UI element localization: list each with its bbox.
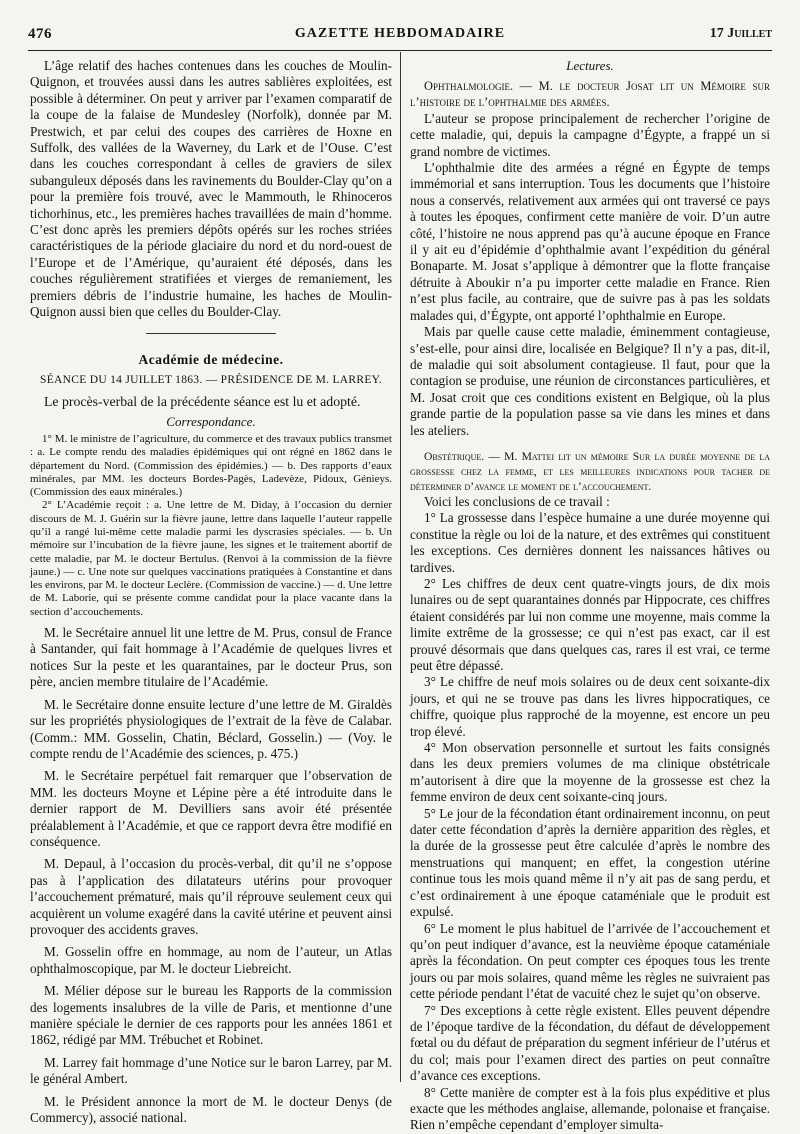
conclusion-7: 7° Des exceptions à cette règle existent. Elles peuvent dépendre de l’époque tardive de la fécondation, du défaut de développement fœtal ou du défaut de préparation du segment inférieur de l’utérus et du col; mais pour l’examen direct des parties on peut connaître d’avance ces exceptions. (410, 1002, 770, 1084)
conclusion-3: 3° Le chiffre de neuf mois solaires ou de deux cent soixante-dix jours, et qui ne se trouve pas dans les livres hippocratiques, ce chiffre, quoique plus rapproché de la moyenne, est encore un peu trop élevé. (410, 674, 770, 739)
correspondance-item-2: 2° L’Académie reçoit : a. Une lettre de M. Diday, à l’occasion du dernier discours de M. J. Guérin sur la fièvre jaune, lettre dans laquelle l’auteur rappelle qu’il a rangé lui-même cette maladie parmi les dyscrasies spéciales. — b. Un mémoire sur l’incubation de la fièvre jaune, les signes et le traitement abortif de cette maladie, par M. le docteur Bertulus. (Renvoi à la commission de la fièvre jaune.) — c. Une note sur quelques vaccinations pratiquées à Constantine et dans les environs, par M. le docteur Leclère. (Commission de vaccine.) — d. Une lettre de M. Laborie, qui se présente comme candidat pour la place vacante dans la section d’accouchements. (30, 499, 392, 618)
ophthalmology-paragraph-2: L’ophthalmie dite des armées a régné en Égypte de temps immémorial et sans interruption. Tous les documents que l’histoire nous a conservés, relativement aux armées qui ont traversé ce pays à toutes les époques, confirment cette manière de voir. D’un autre côté, l’histoire ne nous apprend pas qu’à aucune époque en France il y ait eu d’épidémie d’ophthalmie avant l’expédition du général Bonaparte. M. Josat s’applique à démontrer que la flotte française détruite à Aboukir n’a pu importer cette maladie en France. Rien n’est plus facile, au contraire, que de suivre pas à pas les soldats malades qui, d’Égypte, ont apporté l’ophthalmie en Europe. (410, 160, 770, 323)
conclusion-4: 4° Mon observation personnelle et surtout les faits consignés dans les deux premiers volumes de ma clinique obstétricale m’autorisent à dire que la moyenne de la grossesse est chez la femme environ de deux cent soixante-cinq jours. (410, 740, 770, 805)
correspondance-title: Correspondance. (166, 413, 256, 429)
right-column (410, 58, 770, 1133)
ophthalmology-paragraph-3: Mais par quelle cause cette maladie, éminemment contagieuse, s’est-elle, pour ainsi dire, localisée en Belgique? Il n’y a pas, dit-il, de maladie qui soit absolument contagieuse. Il faut, pour que la contagion se produise, une réunion de circonstances particulières, et M. Josat croit que ces conditions existent en Belgique, où la plus grande partie de la population passe sa vie dans les mines et dans les ateliers. (410, 324, 770, 438)
paragraph-prus: M. le Secrétaire annuel lit une lettre de M. Prus, consul de France à Santander, qui fait hommage à l’Académie de quelques livres et notices Sur la peste et les quarantaines, par le docteur Prus, son père, ancien membre titulaire de l’Académie. (30, 625, 392, 690)
academy-heading: Académie de médecine. (138, 351, 284, 367)
paragraph-gosselin: M. Gosselin offre en hommage, au nom de l’auteur, un Atlas ophthalmoscopique, par M. le docteur Liebreicht. (30, 944, 392, 976)
paragraph-depaul: M. Depaul, à l’occasion du procès-verbal, dit qu’il ne s’oppose pas à l’application des dilatateurs utérins pour provoquer l’accouchement prématuré, mais qu’il réprouve seulement ceux qui acquièrent un volume exagéré dans la cavité utérine et peuvent ainsi provoquer des accidents graves. (30, 856, 392, 937)
page-number: 476 (28, 26, 52, 42)
page-header (28, 22, 772, 46)
paragraph-moyne: M. le Secrétaire perpétuel fait remarquer que l’observation de MM. les docteurs Moyne et Lépine père a été introduite dans le dernier rapport de M. Devilliers sans avoir été présentée préalablement à l’Académie, et que ce rapport devra être modifié en conséquence. (30, 768, 392, 849)
column-divider (400, 52, 401, 1082)
journal-title: GAZETTE HEBDOMADAIRE (294, 26, 506, 41)
paragraph-larrey: M. Larrey fait hommage d’une Notice sur le baron Larrey, par M. le général Ambert. (30, 1054, 392, 1087)
conclusion-8: 8° Cette manière de compter est à la fois plus expéditive et plus exacte que les méthodes anglaise, allemande, polonaise et française. Rien n’empêche cependant d’employer simulta- (410, 1084, 770, 1133)
paragraph-president: M. le Président annonce la mort de M. le docteur Denys (de Commercy), associé national. (30, 1093, 392, 1126)
pv-adopted: Le procès-verbal de la précédente séance est lu et adopté. (44, 393, 361, 409)
conclusions-intro: Voici les conclusions de ce travail : (424, 493, 610, 509)
conclusion-1: 1° La grossesse dans l’espèce humaine a une durée moyenne qui constitue la règle ou loi de la nature, et des extrêmes qui constituent les exceptions. Ces dernières donnent les naissances hâtives ou tardives. (410, 510, 770, 575)
paragraph-giraldes: M. le Secrétaire donne ensuite lecture d’une lettre de M. Giraldès sur les propriétés physiologiques de l’extrait de la fève de Calabar. (Comm.: MM. Gosselin, Chatin, Béclard, Gosselin.) — (Voy. le compte rendu de l’Académie des sciences, p. 475.) (30, 696, 392, 761)
left-column (30, 58, 392, 1126)
conclusion-6: 6° Le moment le plus habituel de l’arrivée de l’accouchement et qu’on peut indiquer d’avance, est la neuvième époque cataméniale après la fécondation. On peut compter ces époques tous les trente jours ou par mois solaires, quand même les règles ne suivraient pas cette période pendant l’état de vacuité chez le sujet qu’on observe. (410, 920, 770, 1002)
conclusion-5: 5° Le jour de la fécondation étant ordinairement inconnu, on peut dater cette fécondation d’après la dernière apparition des règles, et la durée de la grossesse peut être calculée d’après le nombre des menstruations qui manquent; en effet, la congestion utérine continue tous les mois quand même il n’y ait pas de sang perdu, et c’est ordinairement à une époque cataméniale que le produit est expulsé. (410, 805, 770, 920)
session-line: SÉANCE DU 14 JUILLET 1863. — PRÉSIDENCE DE M. LARREY. (40, 373, 382, 386)
lectures-title: Lectures. (566, 58, 614, 73)
paragraph-melier: M. Mélier dépose sur le bureau les Rapports de la commission des logements insalubres de la ville de Paris, et mentionne d’une manière spéciale le dernier de ces rapports pour les années 1861 et 1862, rédigé par MM. Trébuchet et Robinet. (30, 983, 392, 1048)
correspondance-item-1: 1° M. le ministre de l’agriculture, du commerce et des travaux publics transmet : a. Le compte rendu des maladies épidémiques qui ont régné en 1862 dans le département du Nord. (Commission des épidémies.) — b. Des rapports d’eaux minérales, par MM. les docteurs Bordes-Pagès, Ladevèze, Pidoux, Génieys. (Commission des eaux minérales.) (30, 432, 392, 499)
issue-date: 17 Juillet (709, 26, 772, 41)
ophthalmology-lead: Ophthalmologie. — M. le docteur Josat lit un Mémoire sur l’histoire de l’ophthalmie des armées. (410, 79, 770, 110)
intro-paragraph: L’âge relatif des haches contenues dans les couches de Moulin-Quignon, et trouvées aussi dans les autres sablières exploitées, est possible à déterminer. On peut y arriver par l’examen comparatif de la coupe de la falaise de Mundesley (Norfolk), donnée par M. Prestwich, et par celui des coupes des carrières de Hoxne en Suffolk, des vallées de la Waverney, du Lark et de l’Ouse. C’est dans les couches correspondant à celles de graviers de silex subanguleux déposés dans les ravinements du Boulder-Clay qu’on a pour la première fois trouvé, avec le Mammouth, le Rhinoceros tichorhinus, etc., les premières haches travaillées de main d’homme. C’est donc après les premiers dépôts opérés sur les roches striées caractéristiques de la période glaciaire du nord et du nord-ouest de l’Europe et de l’Amérique, qu’auraient été déposés, dans les couches régulièrement stratifiées et vierges de remaniement, les premiers débris de l’industrie humaine, les haches de Moulin-Quignon aussi bien que celles du Boulder-Clay. (30, 58, 392, 320)
header-rule (28, 50, 772, 51)
obstetrics-lead: Obstétrique. — M. Mattei lit un mémoire Sur la durée moyenne de la grossesse chez la femme, et les meilleures indications pour tacher de déterminer d’avance le moment de l’accouchement. (410, 449, 770, 493)
conclusion-2: 2° Les chiffres de deux cent quatre-vingts jours, de dix mois lunaires ou de sept quarantaines donnés par Hippocrate, ces chiffres étaient considérés par lui non comme une moyenne, mais comme la limite extrême de la grossesse; ce qui n’est pas exact, car il est prouvé désormais que dans quelques cas, rares il est vrai, ce terme peut être dépassé. (410, 575, 770, 673)
ophthalmology-paragraph-1: L’auteur se propose principalement de rechercher l’origine de cette maladie, qui, depuis la campagne d’Égypte, a frappé un si grand nombre de victimes. (410, 110, 770, 159)
